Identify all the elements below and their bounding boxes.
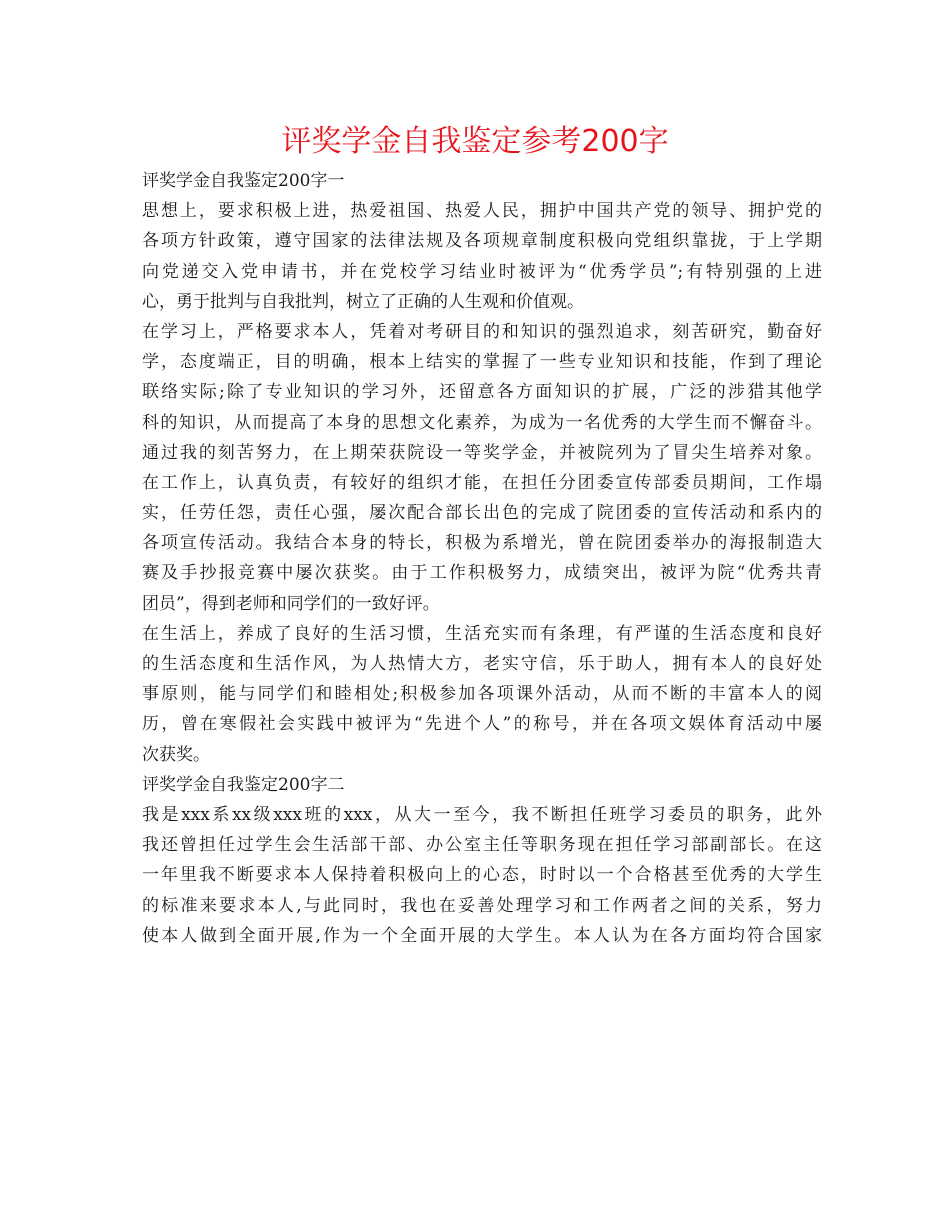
text-line: 我还曾担任过学生会生活部干部、办公室主任等职务现在担任学习部副部长。在这 bbox=[142, 835, 822, 856]
text-line: 次获奖。 bbox=[142, 744, 210, 765]
text-line: 向党递交入党申请书，并在党校学习结业时被评为“优秀学员”;有特别强的上进 bbox=[142, 261, 822, 282]
text-line: 学，态度端正，目的明确，根本上结实的掌握了一些专业知识和技能，作到了理论 bbox=[142, 352, 822, 373]
text-line: 在工作上，认真负责，有较好的组织才能，在担任分团委宣传部委员期间，工作塌 bbox=[142, 472, 822, 493]
text-line: 在学习上，严格要求本人，凭着对考研目的和知识的强烈追求，刻苦研究，勤奋好 bbox=[142, 321, 822, 342]
text-line: 使本人做到全面开展,作为一个全面开展的大学生。本人认为在各方面均符合国家 bbox=[142, 925, 822, 946]
text-line: 一年里我不断要求本人保持着积极向上的心态，时时以一个合格甚至优秀的大学生 bbox=[142, 865, 822, 886]
text-line: 我是xxx系xx级xxx班的xxx，从大一至今，我不断担任班学习委员的职务，此外 bbox=[142, 804, 822, 825]
text-line: 通过我的刻苦努力，在上期荣获院设一等奖学金，并被院列为了冒尖生培养对象。 bbox=[142, 442, 822, 463]
document-title: 评奖学金自我鉴定参考200字 bbox=[281, 124, 669, 159]
document-body bbox=[142, 166, 822, 951]
text-line: 在生活上，养成了良好的生活习惯，生活充实而有条理，有严谨的生活态度和良好 bbox=[142, 623, 822, 644]
text-line: 心，勇于批判与自我批判，树立了正确的人生观和价值观。 bbox=[142, 291, 584, 312]
text-line: 各项方针政策，遵守国家的法律法规及各项规章制度积极向党组织靠拢，于上学期 bbox=[142, 231, 822, 252]
text-line: 联络实际;除了专业知识的学习外，还留意各方面知识的扩展，广泛的涉猎其他学 bbox=[142, 382, 822, 403]
text-line: 各项宣传活动。我结合本身的特长，积极为系增光，曾在院团委举办的海报制造大 bbox=[142, 533, 822, 554]
text-line: 团员”，得到老师和同学们的一致好评。 bbox=[142, 593, 440, 614]
text-line: 实，任劳任怨，责任心强，屡次配合部长出色的完成了院团委的宣传活动和系内的 bbox=[142, 503, 822, 524]
text-line: 评奖学金自我鉴定200字一 bbox=[142, 171, 345, 191]
text-line: 的标准来要求本人,与此同时，我也在妥善处理学习和工作两者之间的关系，努力 bbox=[142, 895, 822, 916]
text-line: 科的知识，从而提高了本身的思想文化素养，为成为一名优秀的大学生而不懈奋斗。 bbox=[142, 412, 822, 433]
text-line: 历，曾在寒假社会实践中被评为“先进个人”的称号，并在各项文娱体育活动中屡 bbox=[142, 714, 822, 735]
text-line: 的生活态度和生活作风，为人热情大方，老实守信，乐于助人，拥有本人的良好处 bbox=[142, 654, 822, 674]
text-line: 事原则，能与同学们和睦相处;积极参加各项课外活动，从而不断的丰富本人的阅 bbox=[142, 684, 822, 705]
text-line: 评奖学金自我鉴定200字二 bbox=[142, 774, 345, 795]
text-line: 赛及手抄报竞赛中屡次获奖。由于工作积极努力，成绩突出，被评为院“优秀共青 bbox=[142, 563, 822, 584]
text-line: 思想上，要求积极上进，热爱祖国、热爱人民，拥护中国共产党的领导、拥护党的 bbox=[142, 201, 822, 222]
